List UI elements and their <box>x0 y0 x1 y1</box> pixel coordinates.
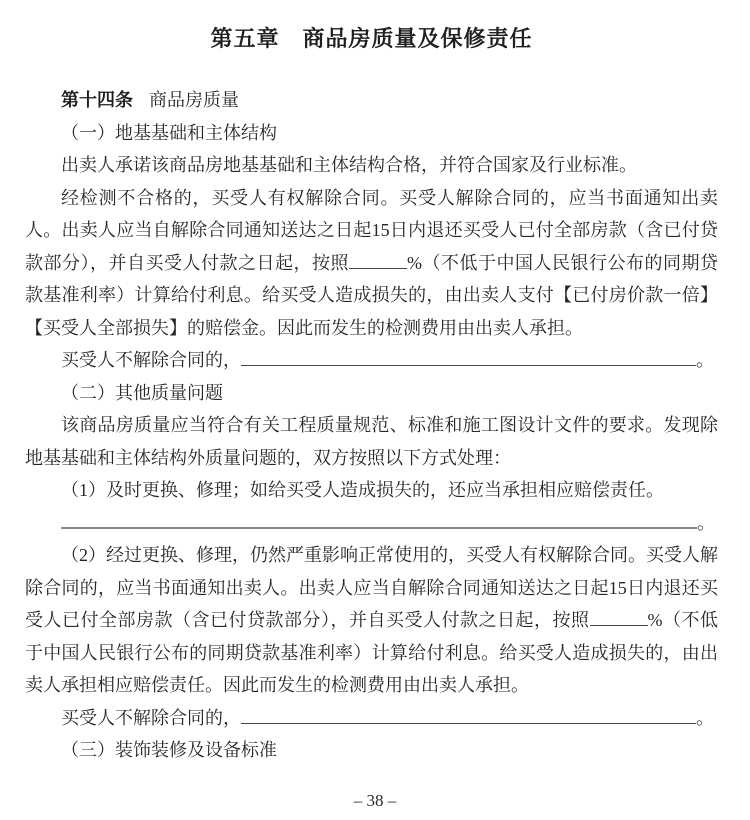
section2-item-1-answer-line <box>25 507 718 540</box>
section1-no-rescind-label: 买受人不解除合同的， <box>61 350 241 370</box>
section2-no-rescind-label: 买受人不解除合同的， <box>61 707 241 728</box>
section2-item-2 <box>25 539 718 702</box>
item1-answer-period: 。 <box>697 512 715 533</box>
section2-no-rescind-line <box>25 702 718 735</box>
article-number: 第十四条 <box>61 90 133 110</box>
interest-rate-blank-1 <box>349 250 407 268</box>
section1-paragraph-2-text-b: （不低于中国人民银行公布的同期贷款基准利率）计算给付利息。给买受人造成损失的，由出卖人支付【已付房价款一倍】【买受人全部损失】的赔偿金。因此而发生的检测费用由出卖人承担。 <box>25 252 718 338</box>
document-body <box>25 84 718 767</box>
section2-item-2-text-a: （2）经过更换、修理，仍然严重影响正常使用的，买受人有权解除合同。买受人解除合同的，应当书面通知出卖人。出卖人应当自解除合同通知送达之日起15日内退还买受人已付全部房款（含已付贷款部分），并自买受人付款之日起，按照 <box>25 545 718 630</box>
page-number: – 38 – <box>353 791 397 810</box>
item1-answer-blank <box>61 509 697 528</box>
section2-no-rescind-blank <box>241 705 696 723</box>
section1-paragraph-2 <box>25 182 718 345</box>
section1-no-rescind-period: 。 <box>696 350 714 370</box>
section1-no-rescind-line <box>25 344 718 377</box>
article-heading <box>25 84 718 117</box>
article-name: 商品房质量 <box>149 90 239 110</box>
section2-paragraph-1: 该商品房质量应当符合有关工程质量规范、标准和施工图设计文件的要求。发现除地基基础和主体结构外质量问题的，双方按照以下方式处理： <box>25 415 718 468</box>
interest-rate-blank-2 <box>590 608 648 626</box>
section1-no-rescind-blank <box>241 348 696 366</box>
section2-no-rescind-period: 。 <box>696 707 714 728</box>
section2-heading: （二）其他质量问题 <box>61 382 223 403</box>
percent-sign-1: % <box>407 252 422 273</box>
percent-sign-2: % <box>647 610 663 630</box>
section1-heading: （一）地基基础和主体结构 <box>61 122 277 143</box>
section2-item-1: （1）及时更换、修理；如给买受人造成损失的，还应当承担相应赔偿责任。 <box>61 480 664 500</box>
section1-paragraph-1: 出卖人承诺该商品房地基基础和主体结构合格，并符合国家及行业标准。 <box>61 155 637 175</box>
section1-paragraph-2-text-a: 经检测不合格的，买受人有权解除合同。买受人解除合同的，应当书面通知出卖人。出卖人应当自解除合同通知送达之日起15日内退还买受人已付全部房款（含已付贷款部分），并自买受人付款之日起，按照 <box>25 187 718 273</box>
chapter-title: 第五章 商品房质量及保修责任 <box>210 26 533 51</box>
section3-heading: （三）装饰装修及设备标准 <box>61 740 277 760</box>
section2-item-2-text-b: （不低于中国人民银行公布的同期贷款基准利率）计算给付利息。给买受人造成损失的，由出卖人承担相应赔偿责任。因此而发生的检测费用由出卖人承担。 <box>25 610 718 695</box>
